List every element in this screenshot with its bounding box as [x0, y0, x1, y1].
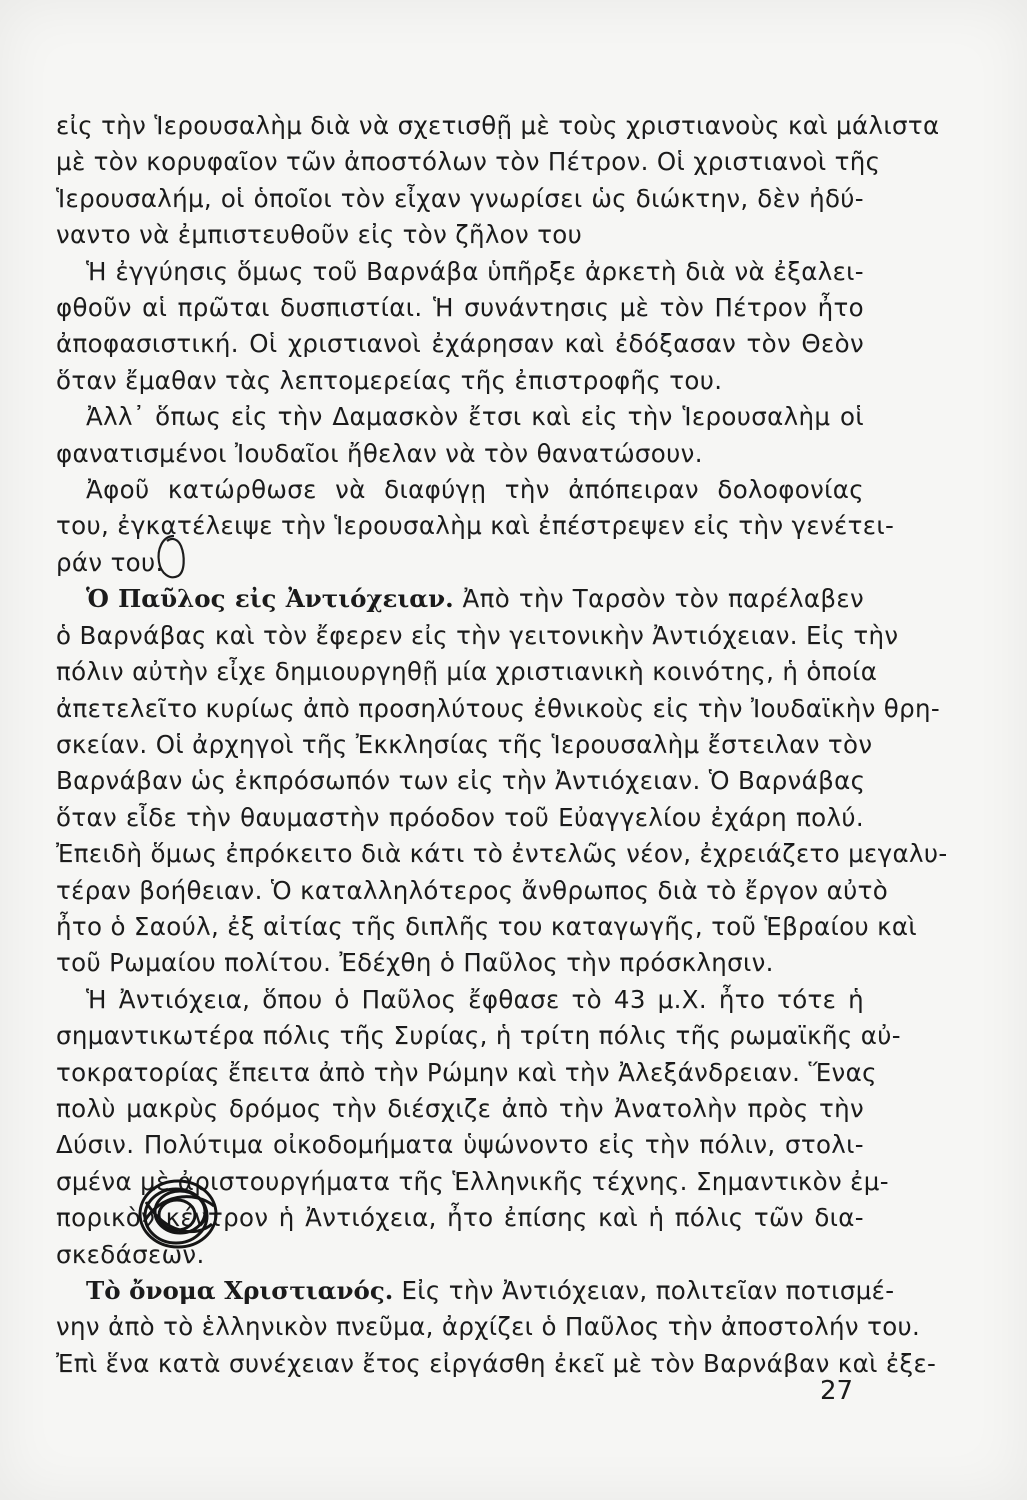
text-line: Ἐπειδὴ ὅμως ἐπρόκειτο διὰ κάτι τὸ ἐντελῶς νέον, ἐχρειάζετο μεγαλυ-	[56, 839, 948, 869]
text-line: ράν του.	[56, 547, 164, 577]
text-line: μὲ τὸν κορυφαῖον τῶν ἀποστόλων τὸν Πέτρον. Οἱ χριστιανοὶ τῆς	[56, 147, 881, 177]
body-text	[56, 108, 948, 1382]
page-number: 27	[820, 1376, 854, 1406]
text-line	[56, 1273, 895, 1309]
text-line	[56, 581, 864, 617]
text-line: Ἐπὶ ἕνα κατὰ συνέχειαν ἔτος εἰργάσθη ἐκεῖ μὲ τὸν Βαρνάβαν καὶ ἐξε-	[56, 1348, 937, 1378]
text-line: Δύσιν. Πολύτιμα οἰκοδομήματα ὑψώνοντο εἰς τὴν πόλιν, στολι-	[56, 1130, 864, 1160]
text-line: σμένα μὲ ἀριστουργήματα τῆς Ἑλληνικῆς τέχνης. Σημαντικὸν ἐμ-	[56, 1166, 889, 1196]
text-line: πόλιν αὐτὴν εἶχε δημιουργηθῇ μία χριστιανικὴ κοινότης, ἡ ὁποία	[56, 657, 878, 687]
section-heading: Ὁ Παῦλος εἰς Ἀντιόχειαν.	[86, 584, 454, 614]
text-line: ναντο νὰ ἐμπιστευθοῦν εἰς τὸν ζῆλον του	[56, 220, 583, 250]
text-line: ἦτο ὁ Σαούλ, ἐξ αἰτίας τῆς διπλῆς του καταγωγῆς, τοῦ Ἑβραίου καὶ	[56, 911, 918, 941]
text-line: φανατισμένοι Ἰουδαῖοι ἤθελαν νὰ τὸν θανατώσουν.	[56, 438, 703, 468]
text-line: νην ἀπὸ τὸ ἑλληνικὸν πνεῦμα, ἀρχίζει ὁ Παῦλος τὴν ἀποστολήν του.	[56, 1312, 921, 1342]
text-line: πορικὸν κέντρον ἡ Ἀντιόχεια, ἦτο ἐπίσης καὶ ἡ πόλις τῶν δια-	[56, 1203, 864, 1233]
section-heading: Τὸ ὄνομα Χριστιανός.	[86, 1276, 394, 1305]
text-line: σημαντικωτέρα πόλις τῆς Συρίας, ἡ τρίτη πόλις τῆς ρωμαϊκῆς αὐ-	[56, 1021, 901, 1051]
text-line: ὁ Βαρνάβας καὶ τὸν ἔφερεν εἰς τὴν γειτονικὴν Ἀντιόχειαν. Εἰς τὴν	[56, 620, 899, 650]
text-line: φθοῦν αἱ πρῶται δυσπιστίαι. Ἡ συνάντησις μὲ τὸν Πέτρον ἦτο	[56, 293, 864, 323]
text-line: Βαρνάβαν ὡς ἐκπρόσωπόν των εἰς τὴν Ἀντιόχειαν. Ὁ Βαρνάβας	[56, 766, 866, 796]
text-line: ἀπετελεῖτο κυρίως ἀπὸ προσηλύτους ἐθνικοὺς εἰς τὴν Ἰουδαϊκὴν θρη-	[56, 693, 941, 723]
text-line: Ἀφοῦ κατώρθωσε νὰ διαφύγῃ τὴν ἀπόπειραν δολοφονίας	[86, 475, 864, 505]
text-line: τέραν βοήθειαν. Ὁ καταλληλότερος ἄνθρωπος διὰ τὸ ἔργον αὐτὸ	[56, 875, 889, 905]
paragraph-1	[56, 108, 940, 254]
paragraph-6	[56, 982, 901, 1273]
text-line: Ἱερουσαλήμ, οἱ ὁποῖοι τὸν εἶχαν γνωρίσει ὡς διώκτην, δὲν ἠδύ-	[56, 183, 864, 213]
text-run: Εἰς τὴν Ἀντιόχειαν, πολιτεῖαν ποτισμέ-	[393, 1276, 895, 1305]
text-line: Ἀλλ᾿ ὅπως εἰς τὴν Δαμασκὸν ἔτσι καὶ εἰς τὴν Ἱερουσαλὴμ οἱ	[86, 402, 864, 432]
text-line: ὅταν εἶδε τὴν θαυμαστὴν πρόοδον τοῦ Εὐαγγελίου ἐχάρη πολύ.	[56, 802, 864, 832]
text-line: εἰς τὴν Ἱερουσαλὴμ διὰ νὰ σχετισθῇ μὲ τοὺς χριστιανοὺς καὶ μάλιστα	[56, 111, 940, 140]
paragraph-2	[56, 254, 864, 400]
text-line: σκείαν. Οἱ ἀρχηγοὶ τῆς Ἐκκλησίας τῆς Ἱερουσαλὴμ ἔστειλαν τὸν	[56, 729, 873, 759]
text-line: τοῦ Ρωμαίου πολίτου. Ἐδέχθη ὁ Παῦλος τὴν πρόσκλησιν.	[56, 948, 774, 978]
paragraph-3	[56, 399, 864, 472]
text-line: Ἡ ἐγγύησις ὅμως τοῦ Βαρνάβα ὑπῆρξε ἀρκετὴ διὰ νὰ ἐξαλει-	[86, 256, 864, 286]
text-line: τοκρατορίας ἔπειτα ἀπὸ τὴν Ρώμην καὶ τὴν Ἀλεξάνδρειαν. Ἕνας	[56, 1057, 877, 1087]
text-run: Ἀπὸ τὴν Ταρσὸν τὸν παρέλαβεν	[453, 584, 865, 614]
paragraph-4	[56, 472, 895, 581]
text-line: Ἡ Ἀντιόχεια, ὅπου ὁ Παῦλος ἔφθασε τὸ 43 μ.Χ. ἦτο τότε ἡ	[86, 984, 864, 1014]
text-line: πολὺ μακρὺς δρόμος τὴν διέσχιζε ἀπὸ τὴν Ἀνατολὴν πρὸς τὴν	[56, 1093, 864, 1123]
text-line: σκεδάσεων.	[56, 1239, 205, 1269]
text-line: ἀποφασιστική. Οἱ χριστιανοὶ ἐχάρησαν καὶ ἐδόξασαν τὸν Θεὸν	[56, 329, 864, 359]
paragraph-7	[56, 1273, 937, 1382]
text-line: του, ἐγκατέλειψε τὴν Ἱερουσαλὴμ καὶ ἐπέστρεψεν εἰς τὴν γενέτει-	[56, 511, 895, 541]
text-line: ὅταν ἔμαθαν τὰς λεπτομερείας τῆς ἐπιστροφῆς του.	[56, 365, 723, 395]
paragraph-5	[56, 581, 948, 981]
